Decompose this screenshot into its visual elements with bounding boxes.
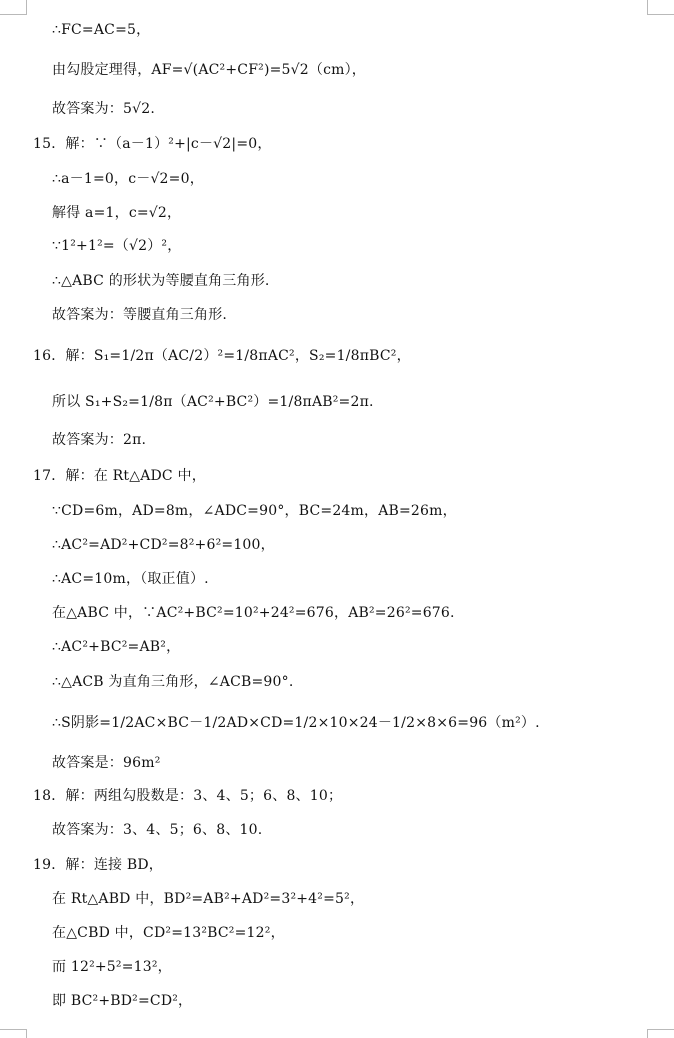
text-line: ∵CD=6m，AD=8m，∠ADC=90°，BC=24m，AB=26m，: [52, 503, 457, 519]
text-line: 所以 S₁+S₂=1/8π（AC²+BC²）=1/8πAB²=2π.: [52, 394, 374, 410]
text-line: 故答案为：5√2.: [52, 101, 155, 117]
text-line: ∴△ACB 为直角三角形，∠ACB=90°.: [52, 674, 294, 690]
text-line: 19．解：连接 BD，: [33, 857, 163, 873]
text-line: ∴AC²+BC²=AB²，: [52, 639, 181, 655]
text-line: ∴AC²=AD²+CD²=8²+6²=100，: [52, 537, 275, 553]
text-line: 而 12²+5²=13²，: [52, 959, 172, 975]
text-line: 17．解：在 Rt△ADC 中，: [33, 468, 206, 484]
text-line: 在△ABC 中，∵AC²+BC²=10²+24²=676，AB²=26²=676.: [52, 605, 455, 621]
text-line: 故答案为：3、4、5；6、8、10.: [52, 822, 263, 838]
text-line: 15．解：∵（a－1）²+|c－√2|=0，: [33, 136, 272, 152]
text-line: ∴a－1=0，c－√2=0，: [52, 171, 204, 187]
text-line: 在△CBD 中，CD²=13²BC²=12²，: [52, 925, 285, 941]
text-line: 解得 a=1，c=√2，: [52, 205, 182, 221]
text-line: ∵1²+1²=（√2）²，: [52, 238, 182, 254]
text-line: 故答案是：96m²: [52, 755, 161, 771]
text-line: 故答案为：等腰直角三角形.: [52, 307, 228, 323]
text-line: 18．解：两组勾股数是：3、4、5；6、8、10；: [33, 788, 343, 804]
text-line: 故答案为：2π.: [52, 432, 147, 448]
text-line: ∴AC=10m，（取正值）.: [52, 571, 209, 587]
text-line: 由勾股定理得，AF=√(AC²+CF²)=5√2（cm），: [52, 62, 366, 78]
text-line: 即 BC²+BD²=CD²，: [52, 993, 193, 1009]
text-line: 16．解：S₁=1/2π（AC/2）²=1/8πAC²，S₂=1/8πBC²，: [33, 348, 411, 364]
text-line: 在 Rt△ABD 中，BD²=AB²+AD²=3²+4²=5²，: [52, 891, 365, 907]
text-line: ∴S阴影=1/2AC×BC－1/2AD×CD=1/2×10×24－1/2×8×6=96（m²）.: [52, 715, 540, 731]
text-line: ∴△ABC 的形状为等腰直角三角形.: [52, 273, 270, 289]
text-line: ∴FC=AC=5，: [52, 22, 151, 38]
